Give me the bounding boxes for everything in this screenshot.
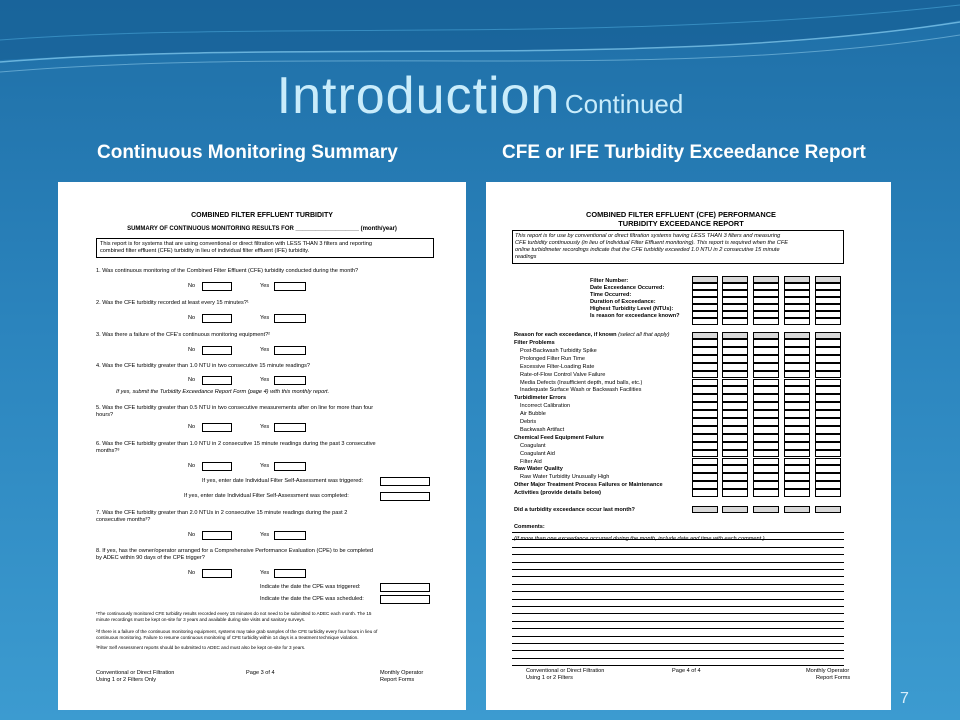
report-intro-box (512, 230, 844, 264)
question-8b: Indicate the date the CPE was scheduled: (260, 596, 364, 602)
question-8: 8. If yes, has the owner/operator arranged for a Comprehensive Performance Evaluation (CPE) to be completed (96, 548, 374, 554)
reason-item: Raw Water Quality (514, 466, 563, 473)
grid-cell[interactable] (692, 450, 718, 458)
footer-right: Monthly Operator (806, 668, 850, 674)
report-intro-line: online turbidimeter recordings indicate that the CFE turbidity exceeded 1.0 NTU in 2 consecutive 15 minute (515, 247, 780, 253)
no-label: No (188, 424, 196, 430)
grid-cell[interactable] (722, 297, 748, 304)
comments-label: Comments: (514, 524, 545, 530)
grid-cell[interactable] (815, 386, 841, 394)
field-label: Duration of Exceedance: (590, 299, 656, 305)
comment-line (512, 658, 844, 659)
grid-cell[interactable] (753, 473, 779, 481)
yes-label: Yes (260, 377, 270, 383)
grid-cell[interactable] (815, 311, 841, 318)
grid-cell[interactable] (722, 489, 748, 497)
grid-cell[interactable] (753, 347, 779, 355)
footer-right: Monthly Operator (380, 670, 424, 676)
grid-cell[interactable] (753, 394, 779, 402)
reason-item: Debris (520, 419, 537, 425)
reason-item: Media Defects (Insufficient depth, mud balls, etc.) (520, 379, 643, 386)
footnote: ³Filter Self Assessment reports should be submitted to ADEC and must also be kept on-site for 3 years. (96, 645, 306, 650)
reason-item: Coagulant (520, 442, 546, 449)
field-label: Time Occurred: (590, 292, 632, 298)
date-field[interactable] (380, 477, 430, 486)
grid-cell[interactable] (722, 410, 748, 418)
grid-cell[interactable] (784, 283, 810, 290)
no-label: No (188, 347, 196, 353)
comment-line (512, 539, 844, 540)
comment-line (512, 584, 844, 585)
reason-item: Coagulant Aid (520, 450, 555, 457)
comment-line (512, 591, 844, 592)
left-heading: Continuous Monitoring Summary (97, 142, 398, 163)
grid-cell[interactable] (784, 473, 810, 481)
date-field[interactable] (380, 583, 430, 592)
comment-line (512, 643, 844, 644)
question-6a: If yes, enter date Individual Filter Self-Assessment was triggered: (202, 478, 364, 484)
grid-cell[interactable] (692, 426, 718, 434)
grid-cell[interactable] (753, 339, 779, 347)
grid-cell[interactable] (692, 347, 718, 355)
report-title: TURBIDITY EXCEEDANCE REPORT (618, 219, 744, 228)
grid-cell[interactable] (722, 465, 748, 473)
footnote: continuous monitoring. Failure to resume continuous monitoring of CFE turbidity within 14 days is a treatment technique violation. (96, 635, 359, 640)
grid-cell[interactable] (815, 506, 841, 513)
grid-cell[interactable] (692, 332, 718, 339)
grid-cell[interactable] (692, 297, 718, 304)
reason-item: Turbidimeter Errors (514, 395, 567, 402)
yes-checkbox[interactable] (274, 462, 306, 471)
yes-label: Yes (260, 570, 270, 576)
grid-cell[interactable] (692, 371, 718, 379)
grid-cell[interactable] (784, 304, 810, 311)
grid-cell[interactable] (753, 276, 779, 283)
yes-label: Yes (260, 283, 270, 289)
field-label: Highest Turbidity Level (NTUs): (590, 306, 674, 312)
reason-hint: (select all that apply) (618, 332, 670, 338)
grid-cell[interactable] (753, 371, 779, 379)
question-7-cont: consecutive months³? (96, 517, 151, 523)
comment-line (512, 569, 844, 570)
grid-cell[interactable] (753, 418, 779, 426)
grid-cell[interactable] (753, 402, 779, 410)
yes-label: Yes (260, 347, 270, 353)
comment-line (512, 599, 844, 600)
question-8a: Indicate the date the CPE was triggered: (260, 584, 361, 590)
grid-cell[interactable] (815, 458, 841, 466)
reason-item: Air Bubble (520, 411, 546, 418)
question-5-cont: hours? (96, 412, 114, 418)
footnote: ¹The continuously monitored CFE turbidity results recorded every 15 minutes do not need to be submitted to ADEC each month. The 15 (96, 611, 372, 616)
comment-line (512, 606, 844, 607)
grid-cell[interactable] (692, 458, 718, 466)
grid-cell[interactable] (815, 394, 841, 402)
grid-cell[interactable] (692, 489, 718, 497)
grid-cell[interactable] (784, 297, 810, 304)
grid-cell[interactable] (692, 402, 718, 410)
grid-cell[interactable] (784, 311, 810, 318)
grid-cell[interactable] (753, 297, 779, 304)
reason-item: Incorrect Calibration (520, 403, 571, 410)
footer-page: Page 3 of 4 (246, 670, 275, 676)
reason-item: Inadequate Surface Wash or Backwash Facilities (520, 387, 642, 394)
grid-cell[interactable] (722, 394, 748, 402)
grid-cell[interactable] (784, 339, 810, 347)
grid-cell[interactable] (753, 481, 779, 489)
grid-cell[interactable] (815, 418, 841, 426)
grid-cell[interactable] (815, 402, 841, 410)
footer-left: Using 1 or 2 Filters Only (96, 677, 156, 683)
grid-cell[interactable] (722, 426, 748, 434)
question-2: 2. Was the CFE turbidity recorded at least every 15 minutes?¹ (96, 300, 249, 306)
no-label: No (188, 463, 196, 469)
grid-cell[interactable] (784, 363, 810, 371)
footer-left: Conventional or Direct Filtration (526, 668, 605, 674)
grid-cell[interactable] (753, 332, 779, 339)
no-label: No (188, 570, 196, 576)
reason-item: Other Major Treatment Process Failures or Maintenance (514, 482, 663, 489)
reason-header-text: Reason for each exceedance, if known (514, 332, 617, 338)
grid-cell[interactable] (692, 506, 718, 513)
grid-cell[interactable] (753, 410, 779, 418)
question-6: 6. Was the CFE turbidity greater than 1.0 NTU in 2 consecutive 15 minute readings during the past 3 consecutive (96, 441, 376, 447)
question-4-note: If yes, submit the Turbidity Exceedance Report Form (page 4) with this monthly report. (116, 389, 330, 395)
grid-cell[interactable] (815, 318, 841, 325)
comment-line (512, 636, 844, 637)
grid-cell[interactable] (722, 363, 748, 371)
grid-cell[interactable] (692, 481, 718, 489)
no-checkbox[interactable] (202, 282, 232, 291)
reason-item: Excessive Filter-Loading Rate (520, 363, 595, 370)
monitoring-summary-form (58, 182, 466, 710)
no-checkbox[interactable] (202, 462, 232, 471)
grid-cell[interactable] (784, 506, 810, 513)
grid-cell[interactable] (815, 355, 841, 363)
form-title: COMBINED FILTER EFFLUENT TURBIDITY (191, 212, 333, 219)
footer-right: Report Forms (380, 677, 415, 683)
grid-cell[interactable] (753, 355, 779, 363)
yes-label: Yes (260, 463, 270, 469)
grid-cell[interactable] (692, 473, 718, 481)
grid-cell[interactable] (784, 318, 810, 325)
grid-cell[interactable] (692, 283, 718, 290)
yes-checkbox[interactable] (274, 569, 306, 578)
grid-cell[interactable] (753, 290, 779, 297)
grid-cell[interactable] (753, 318, 779, 325)
grid-cell[interactable] (815, 283, 841, 290)
no-label: No (188, 283, 196, 289)
comment-line (512, 562, 844, 563)
field-label: Is reason for exceedance known? (590, 313, 680, 319)
grid-cell[interactable] (784, 386, 810, 394)
reason-item: Raw Water Turbidity Unusually High (520, 474, 610, 481)
reason-item: Prolonged Filter Run Time (520, 355, 585, 362)
grid-cell[interactable] (722, 402, 748, 410)
grid-cell[interactable] (722, 283, 748, 290)
grid-cell[interactable] (815, 363, 841, 371)
grid-cell[interactable] (722, 442, 748, 450)
grid-cell[interactable] (753, 458, 779, 466)
grid-cell[interactable] (784, 332, 810, 339)
no-checkbox[interactable] (202, 569, 232, 578)
grid-cell[interactable] (784, 450, 810, 458)
yes-label: Yes (260, 532, 270, 538)
grid-cell[interactable] (815, 347, 841, 355)
grid-cell[interactable] (784, 418, 810, 426)
yes-checkbox[interactable] (274, 282, 306, 291)
grid-cell[interactable] (722, 355, 748, 363)
slide-page-number: 7 (900, 690, 909, 707)
footer-left: Conventional or Direct Filtration (96, 670, 175, 676)
no-checkbox[interactable] (202, 314, 232, 323)
comments-hint: (If more than one exceedance occurred during the month, include date and time with each comment.) (514, 536, 765, 542)
grid-cell[interactable] (815, 290, 841, 297)
yes-checkbox[interactable] (274, 314, 306, 323)
comment-line (512, 628, 844, 629)
no-checkbox[interactable] (202, 376, 232, 385)
reason-item: Activities (provide details below) (514, 490, 602, 497)
grid-cell[interactable] (784, 355, 810, 363)
grid-cell[interactable] (722, 290, 748, 297)
question-6b: If yes, enter date Individual Filter Self-Assessment was completed: (184, 493, 349, 499)
grid-cell[interactable] (722, 371, 748, 379)
grid-cell[interactable] (815, 371, 841, 379)
reason-item: Rate-of-Flow Control Valve Failure (520, 371, 606, 378)
grid-cell[interactable] (753, 311, 779, 318)
reason-item: Filter Aid (520, 458, 542, 465)
grid-cell[interactable] (815, 465, 841, 473)
comment-line (512, 613, 844, 614)
reason-item: Post-Backwash Turbidity Spike (520, 347, 597, 354)
grid-cell[interactable] (722, 506, 748, 513)
grid-cell[interactable] (722, 418, 748, 426)
grid-cell[interactable] (815, 332, 841, 339)
report-intro-line: CFE turbidity continuously (in lieu of Individual Filter Effluent monitoring). This report is required when the CFE (515, 240, 788, 246)
grid-cell[interactable] (815, 442, 841, 450)
grid-cell[interactable] (753, 426, 779, 434)
report-intro-line: This report is for use by conventional or direct filtration systems having LESS THAN 3 filters and measuring (515, 233, 781, 239)
grid-cell[interactable] (722, 304, 748, 311)
grid-cell[interactable] (784, 290, 810, 297)
grid-cell[interactable] (692, 442, 718, 450)
grid-cell[interactable] (722, 386, 748, 394)
grid-cell[interactable] (692, 355, 718, 363)
report-title: COMBINED FILTER EFFLUENT (CFE) PERFORMANCE (586, 210, 776, 219)
grid-cell[interactable] (815, 297, 841, 304)
yes-label: Yes (260, 424, 270, 430)
slide-title (0, 66, 960, 126)
form-subtitle: SUMMARY OF CONTINUOUS MONITORING RESULTS FOR ___________________ (month/year) (127, 226, 397, 232)
right-heading: CFE or IFE Turbidity Exceedance Report (502, 142, 866, 163)
reason-item: Chemical Feed Equipment Failure (514, 434, 604, 441)
grid-cell[interactable] (815, 489, 841, 497)
grid-cell[interactable] (784, 371, 810, 379)
no-label: No (188, 315, 196, 321)
no-checkbox[interactable] (202, 346, 232, 355)
comment-line (512, 621, 844, 622)
grid-cell[interactable] (784, 458, 810, 466)
yes-checkbox[interactable] (274, 376, 306, 385)
intro-line: This report is for systems that are using conventional or direct filtration with LESS THAN 3 filters and reporting (100, 241, 372, 247)
grid-cell[interactable] (692, 434, 718, 442)
grid-cell[interactable] (692, 394, 718, 402)
yes-checkbox[interactable] (274, 346, 306, 355)
field-label: Filter Number: (590, 278, 629, 284)
footnote: ²If there is a failure of the continuous monitoring equipment, systems may take grab samples of the CFE turbidity every four hours in lieu of (96, 629, 378, 634)
no-checkbox[interactable] (202, 531, 232, 540)
question-5: 5. Was the CFE turbidity greater than 0.5 NTU in two consecutive measurements after on line for more than four (96, 405, 374, 411)
grid-cell[interactable] (784, 426, 810, 434)
grid-cell[interactable] (784, 402, 810, 410)
last-month-question: Did a turbidity exceedance occur last month? (514, 507, 635, 513)
slide-title-sub: Continued (564, 89, 684, 119)
yes-checkbox[interactable] (274, 531, 306, 540)
grid-cell[interactable] (815, 304, 841, 311)
grid-cell[interactable] (815, 434, 841, 442)
grid-cell[interactable] (815, 450, 841, 458)
grid-cell[interactable] (784, 442, 810, 450)
grid-cell[interactable] (815, 379, 841, 387)
grid-cell[interactable] (815, 481, 841, 489)
question-1: 1. Was continuous monitoring of the Combined Filter Effluent (CFE) turbidity conducted during the month? (96, 268, 359, 274)
grid-cell[interactable] (692, 363, 718, 371)
report-intro-line: readings (515, 254, 537, 260)
grid-cell[interactable] (692, 304, 718, 311)
footnote: minute recordings must be kept on-site for 3 years and available during site visits and sanitary surveys. (96, 617, 306, 622)
grid-cell[interactable] (815, 473, 841, 481)
grid-cell[interactable] (692, 379, 718, 387)
footer-left: Using 1 or 2 Filters (526, 675, 573, 681)
comment-line (512, 532, 844, 533)
no-label: No (188, 377, 196, 383)
grid-cell[interactable] (753, 386, 779, 394)
reason-item: Backwash Artifact (520, 426, 565, 433)
grid-cell[interactable] (692, 418, 718, 426)
grid-cell[interactable] (722, 473, 748, 481)
grid-cell[interactable] (753, 434, 779, 442)
grid-cell[interactable] (722, 332, 748, 339)
exceedance-report-form (486, 182, 891, 710)
comment-line (512, 576, 844, 577)
date-field[interactable] (380, 492, 430, 501)
question-7: 7. Was the CFE turbidity greater than 2.0 NTUs in 2 consecutive 15 minute readings during the past 2 (96, 510, 348, 516)
grid-cell[interactable] (753, 450, 779, 458)
grid-cell[interactable] (722, 318, 748, 325)
grid-cell[interactable] (753, 304, 779, 311)
comment-line (512, 554, 844, 555)
comment-line (512, 665, 844, 666)
grid-cell[interactable] (692, 339, 718, 347)
intro-line: combined filter effluent (CFE) turbidity in lieu of individual filter effluent (IFE) turbidity. (100, 248, 310, 254)
grid-cell[interactable] (784, 347, 810, 355)
comment-line (512, 650, 844, 651)
footer-page: Page 4 of 4 (672, 668, 701, 674)
grid-cell[interactable] (753, 506, 779, 513)
question-3: 3. Was there a failure of the CFE's continuous monitoring equipment?² (96, 332, 271, 338)
grid-cell[interactable] (692, 311, 718, 318)
intro-box (96, 238, 434, 258)
grid-cell[interactable] (753, 465, 779, 473)
grid-cell[interactable] (784, 410, 810, 418)
grid-cell[interactable] (722, 434, 748, 442)
reason-header (514, 332, 669, 339)
grid-cell[interactable] (692, 386, 718, 394)
grid-cell[interactable] (784, 489, 810, 497)
reason-item: Filter Problems (514, 340, 555, 346)
grid-cell[interactable] (753, 442, 779, 450)
footer-right: Report Forms (816, 675, 851, 681)
grid-cell[interactable] (815, 410, 841, 418)
grid-cell[interactable] (722, 311, 748, 318)
grid-cell[interactable] (753, 283, 779, 290)
grid-cell[interactable] (722, 347, 748, 355)
grid-cell[interactable] (784, 434, 810, 442)
grid-cell[interactable] (692, 410, 718, 418)
grid-cell[interactable] (722, 450, 748, 458)
grid-cell[interactable] (692, 290, 718, 297)
grid-cell[interactable] (784, 379, 810, 387)
yes-label: Yes (260, 315, 270, 321)
grid-cell[interactable] (692, 318, 718, 325)
grid-cell[interactable] (722, 339, 748, 347)
grid-cell[interactable] (692, 465, 718, 473)
grid-cell[interactable] (722, 276, 748, 283)
no-checkbox[interactable] (202, 423, 232, 432)
comment-line (512, 547, 844, 548)
grid-cell[interactable] (753, 489, 779, 497)
grid-cell[interactable] (692, 276, 718, 283)
grid-cell[interactable] (722, 458, 748, 466)
question-4: 4. Was the CFE turbidity greater than 1.0 NTU in two consecutive 15 minute readings? (96, 363, 311, 369)
slide-title-main: Introduction (276, 67, 561, 125)
grid-cell[interactable] (784, 465, 810, 473)
question-6-cont: months?³ (96, 448, 120, 454)
grid-cell[interactable] (722, 379, 748, 387)
grid-cell[interactable] (784, 276, 810, 283)
question-8-cont: by ADEC within 90 days of the CPE trigger? (96, 555, 205, 561)
grid-cell[interactable] (815, 426, 841, 434)
field-label: Date Exceedance Occurred: (590, 285, 665, 291)
yes-checkbox[interactable] (274, 423, 306, 432)
grid-cell[interactable] (722, 481, 748, 489)
grid-cell[interactable] (815, 276, 841, 283)
date-field[interactable] (380, 595, 430, 604)
grid-cell[interactable] (753, 363, 779, 371)
grid-cell[interactable] (753, 379, 779, 387)
grid-cell[interactable] (815, 339, 841, 347)
no-label: No (188, 532, 196, 538)
grid-cell[interactable] (784, 394, 810, 402)
grid-cell[interactable] (784, 481, 810, 489)
